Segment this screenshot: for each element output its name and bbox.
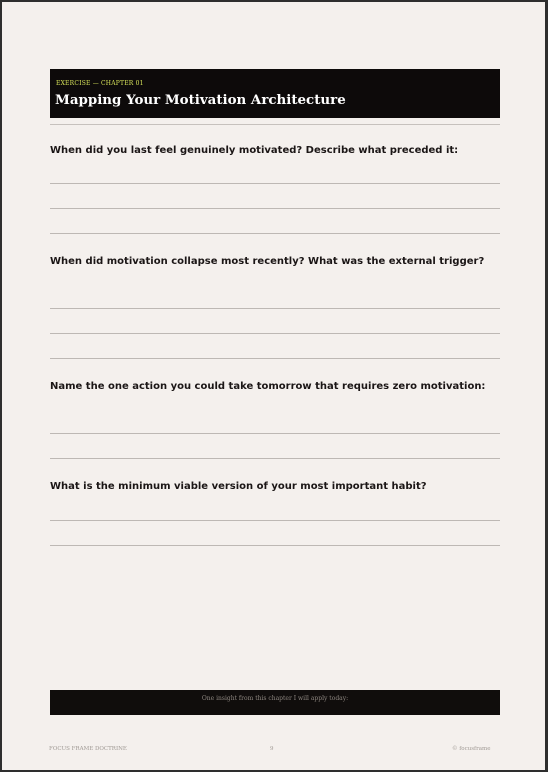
insight-bar[interactable] <box>50 690 500 715</box>
question-1: When did you last feel genuinely motivated? Describe what preceded it: <box>50 145 459 156</box>
answer-line[interactable] <box>50 458 500 459</box>
question-2: When did motivation collapse most recently? What was the external trigger? <box>50 256 485 267</box>
answer-line[interactable] <box>50 358 500 359</box>
page-number: 9 <box>270 746 274 752</box>
answer-line[interactable] <box>50 183 500 184</box>
insight-prompt: One insight from this chapter I will apply today: <box>201 695 349 702</box>
copyright-footer: © focusframe <box>452 746 491 752</box>
answer-line[interactable] <box>50 433 500 434</box>
question-4: What is the minimum viable version of your most important habit? <box>50 481 427 492</box>
answer-line[interactable] <box>50 208 500 209</box>
answer-line[interactable] <box>50 308 500 309</box>
answer-line[interactable] <box>50 545 500 546</box>
workbook-page <box>2 2 545 770</box>
header-divider <box>50 124 500 125</box>
exercise-header <box>50 69 500 118</box>
question-3: Name the one action you could take tomorrow that requires zero motivation: <box>50 381 486 392</box>
book-title-footer: FOCUS FRAME DOCTRINE <box>49 746 127 752</box>
answer-line[interactable] <box>50 233 500 234</box>
exercise-eyebrow: EXERCISE — CHAPTER 01 <box>56 80 144 87</box>
answer-line[interactable] <box>50 333 500 334</box>
answer-line[interactable] <box>50 520 500 521</box>
exercise-title: Mapping Your Motivation Architecture <box>55 92 346 108</box>
